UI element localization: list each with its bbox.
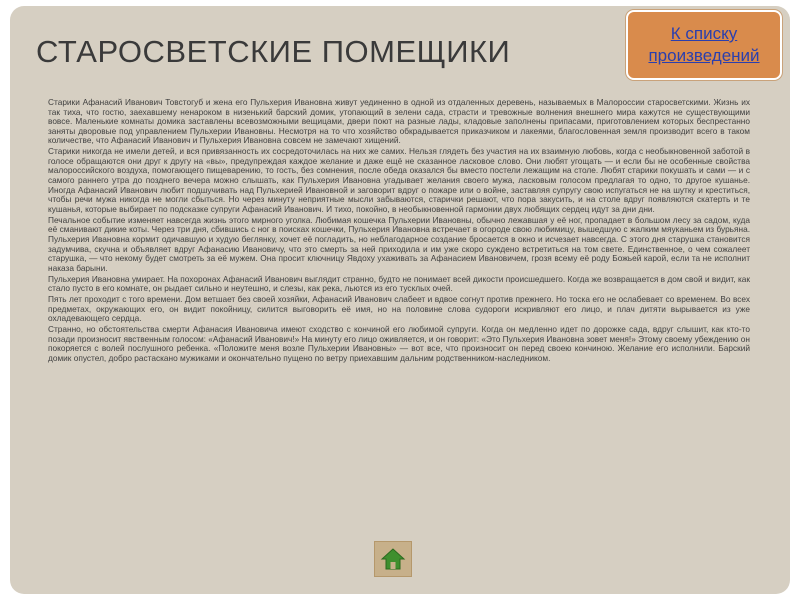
- summary-text: [48, 98, 750, 365]
- home-icon: [379, 546, 407, 572]
- paragraph: Пульхерия Ивановна умирает. На похоронах Афанасий Иванович выглядит странно, будто не понимает всей дикости происшедшего. Когда же возвращается в дом свой и видит, как стало пусто в его комнате, он рыдает сильно и неутешно, и слезы, как река, льются из его тусклых очей.: [48, 273, 750, 294]
- home-button[interactable]: [374, 541, 412, 577]
- paragraph: Старики Афанасий Иванович Товстогуб и жена его Пульхерия Ивановна живут уединенно в одной из отдаленных деревень, называемых в Малороссии старосветскими. Жизнь их так тиха, что гостю, заехавшему ненароком в низенький барский домик, утопающий в зелени сада, страсти и тревожные волнения внешнего мира кажутся не существующими вовсе. Маленькие комнаты домика заставлены всевозможными вещицами, двери поют на разные лады, кладовые заполнены припасами, приготовлением которых беспрестанно заняты дворовые под управлением Пульхерии Ивановны. Несмотря на то что хозяйство обкрадывается приказчиком и лакеями, благословенная земля производит всего в таком количестве, что Афанасий Иванович и Пульхерия Ивановна совсем не замечают хищений.: [48, 97, 750, 146]
- paragraph: Странно, но обстоятельства смерти Афанасия Ивановича имеют сходство с кончиной его любимой супруги. Когда он медленно идет по дорожке сада, вдруг слышит, как кто-то позади произносит явственным голосом: «Афанасий Иванович!» На минуту его лицо оживляется, и он говорит: «Это Пульхерия Ивановна зовет меня!» Этому своему убеждению он покоряется с волей послушного ребенка. «Положите меня возле Пульхерии Ивановны» — вот все, что произносит он перед своею кончиною. Желание его исполнили. Барский домик опустел, добро растаскано мужиками и окончательно пущено по ветру приехавшим дальним родственником-наследником.: [48, 324, 750, 363]
- paragraph: Старики никогда не имели детей, и вся привязанность их сосредоточилась на них же самих. Нельзя глядеть без участия на их взаимную любовь, когда с необыкновенной заботой в голосе обращаются они друг к другу на «вы», предупреждая каждое желание и даже ещё не сказанное ласковое слово. Они любят угощать — и если бы не особенные свойства малороссийского воздуха, помогающего пищеварению, то гость, без сомнения, после обеда оказался бы вместо постели лежащим на столе. Любят старики покушать и сами — и с самого раннего утра до позднего вечера можно слышать, как Пульхерия Ивановна угадывает желания своего мужа, ласковым голосом предлагая то одно, то другое кушанье. Иногда Афанасий Иванович любит подшучивать над Пульхерией Ивановной и заговорит вдруг о пожаре или о войне, заставляя супругу свою испугаться не на шутку и креститься, чтобы речи мужа никогда не могли сбыться. Но через минуту неприятные мысли забываются, старички решают, что пора закусить, и на столе вдруг появляются скатерть и те кушанья, которые выбирает по подсказке супруги Афанасий Иванович. И тихо, покойно, в необыкновенной гармонии двух любящих сердец идут за дни дни.: [48, 146, 750, 214]
- paragraph: Печальное событие изменяет навсегда жизнь этого мирного уголка. Любимая кошечка Пульхерии Ивановны, обычно лежавшая у её ног, пропадает в большом лесу за садом, куда её сманивают дикие коты. Через три дня, сбившись с ног в поисках кошечки, Пульхерия Ивановна встречает в огороде свою любимицу, вышедшую с жалким мяуканьем из бурьяна. Пульхерия Ивановна кормит одичавшую и худую беглянку, хочет её погладить, но неблагодарное создание бросается в окно и исчезает навсегда. С этого дня старушка становится задумчива, скучна и объявляет вдруг Афанасию Ивановичу, что это смерть за ней приходила и им уже скоро суждено встретиться на том свете. Единственное, о чем сожалеет старушка, — что некому будет смотреть за её мужем. Она просит ключницу Явдоху ухаживать за Афанасием Ивановичем, грозя всему её роду Божьей карой, если та не исполнит наказа барыни.: [48, 214, 750, 273]
- paragraph: Пять лет проходит с того времени. Дом ветшает без своей хозяйки, Афанасий Иванович слабеет и вдвое согнут против прежнего. Но тоска его не ослабевает со временем. Во всех предметах, окружающих его, он видит покойницу, силится выговорить её имя, но на половине слова судороги искривляют его лицо, и плач дитяти вырывается из уже охладевающего сердца.: [48, 294, 750, 324]
- slide-title: СТАРОСВЕТСКИЕ ПОМЕЩИКИ: [36, 34, 511, 69]
- back-to-list-button[interactable]: К списку произведений: [626, 10, 782, 80]
